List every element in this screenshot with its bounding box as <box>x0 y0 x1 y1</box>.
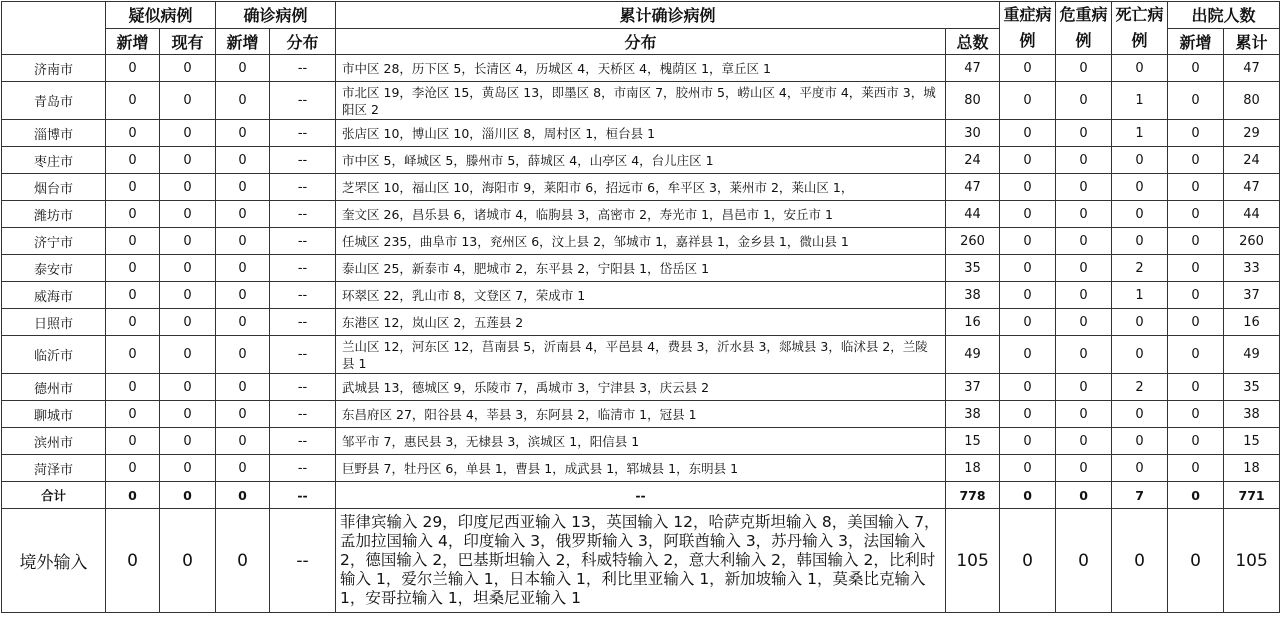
total-cell: 16 <box>946 309 1000 336</box>
confirmed-new-cell: 0 <box>216 174 270 201</box>
header-discharged-accum: 累计 <box>1224 28 1280 55</box>
severe-cell: 0 <box>1000 201 1056 228</box>
discharged-total-cell: 49 <box>1224 336 1280 374</box>
deaths-cell: 1 <box>1112 120 1168 147</box>
deaths-cell: 0 <box>1112 428 1168 455</box>
header-cumulative-distribution: 分布 <box>336 28 946 55</box>
discharged-total-cell: 260 <box>1224 228 1280 255</box>
discharged-total-cell: 18 <box>1224 455 1280 482</box>
table-row <box>2 174 1280 201</box>
table-row <box>2 255 1280 282</box>
confirmed-distribution-cell: -- <box>270 228 336 255</box>
table-row <box>2 201 1280 228</box>
critical-cell: 0 <box>1056 174 1112 201</box>
header-discharged-new: 新增 <box>1168 28 1224 55</box>
severe-cell: 0 <box>1000 228 1056 255</box>
severe-cell: 0 <box>1000 282 1056 309</box>
city-cell: 临沂市 <box>2 336 106 374</box>
discharged-new-cell: 0 <box>1168 482 1224 509</box>
confirmed-new-cell: 0 <box>216 401 270 428</box>
severe-cell: 0 <box>1000 147 1056 174</box>
discharged-new-cell: 0 <box>1168 374 1224 401</box>
confirmed-distribution-cell: -- <box>270 509 336 613</box>
header-severe: 重症病例 <box>1000 2 1056 55</box>
severe-cell: 0 <box>1000 455 1056 482</box>
confirmed-distribution-cell: -- <box>270 309 336 336</box>
confirmed-new-cell: 0 <box>216 201 270 228</box>
distribution-cell: 奎文区 26，昌乐县 6，诸城市 4，临朐县 3，高密市 2，寿光市 1，昌邑市 1，安丘市 1 <box>336 201 946 228</box>
discharged-total-cell: 37 <box>1224 282 1280 309</box>
city-cell: 滨州市 <box>2 428 106 455</box>
table-body <box>2 55 1280 613</box>
confirmed-new-cell: 0 <box>216 120 270 147</box>
suspected-current-cell: 0 <box>160 174 216 201</box>
table-row <box>2 147 1280 174</box>
city-cell: 烟台市 <box>2 174 106 201</box>
critical-cell: 0 <box>1056 147 1112 174</box>
suspected-current-cell: 0 <box>160 509 216 613</box>
header-suspected-new: 新增 <box>106 28 160 55</box>
discharged-total-cell: 15 <box>1224 428 1280 455</box>
deaths-cell: 0 <box>1112 336 1168 374</box>
deaths-cell: 0 <box>1112 174 1168 201</box>
critical-cell: 0 <box>1056 120 1112 147</box>
confirmed-distribution-cell: -- <box>270 55 336 82</box>
confirmed-new-cell: 0 <box>216 55 270 82</box>
critical-cell: 0 <box>1056 401 1112 428</box>
suspected-new-cell: 0 <box>106 336 160 374</box>
distribution-cell: 武城县 13，德城区 9，乐陵市 7，禹城市 3，宁津县 3，庆云县 2 <box>336 374 946 401</box>
confirmed-new-cell: 0 <box>216 309 270 336</box>
severe-cell: 0 <box>1000 401 1056 428</box>
confirmed-distribution-cell: -- <box>270 482 336 509</box>
city-cell: 合计 <box>2 482 106 509</box>
total-cell: 37 <box>946 374 1000 401</box>
table-row <box>2 282 1280 309</box>
suspected-new-cell: 0 <box>106 55 160 82</box>
confirmed-distribution-cell: -- <box>270 455 336 482</box>
discharged-total-cell: 105 <box>1224 509 1280 613</box>
suspected-new-cell: 0 <box>106 228 160 255</box>
total-row <box>2 482 1280 509</box>
confirmed-distribution-cell: -- <box>270 201 336 228</box>
suspected-new-cell: 0 <box>106 428 160 455</box>
overseas-row <box>2 509 1280 613</box>
severe-cell: 0 <box>1000 55 1056 82</box>
suspected-new-cell: 0 <box>106 401 160 428</box>
city-cell: 德州市 <box>2 374 106 401</box>
confirmed-new-cell: 0 <box>216 509 270 613</box>
critical-cell: 0 <box>1056 455 1112 482</box>
table-row <box>2 336 1280 374</box>
deaths-cell: 2 <box>1112 374 1168 401</box>
confirmed-distribution-cell: -- <box>270 147 336 174</box>
confirmed-distribution-cell: -- <box>270 401 336 428</box>
critical-cell: 0 <box>1056 509 1112 613</box>
suspected-current-cell: 0 <box>160 401 216 428</box>
discharged-new-cell: 0 <box>1168 201 1224 228</box>
confirmed-new-cell: 0 <box>216 147 270 174</box>
discharged-total-cell: 44 <box>1224 201 1280 228</box>
discharged-new-cell: 0 <box>1168 309 1224 336</box>
discharged-new-cell: 0 <box>1168 282 1224 309</box>
distribution-cell: 市北区 19，李沧区 15，黄岛区 13，即墨区 8，市南区 7，胶州市 5，崂山区 4，平度市 4，莱西市 3，城阳区 2 <box>336 82 946 120</box>
deaths-cell: 0 <box>1112 147 1168 174</box>
discharged-total-cell: 47 <box>1224 55 1280 82</box>
suspected-current-cell: 0 <box>160 255 216 282</box>
critical-cell: 0 <box>1056 228 1112 255</box>
discharged-new-cell: 0 <box>1168 455 1224 482</box>
suspected-new-cell: 0 <box>106 147 160 174</box>
discharged-new-cell: 0 <box>1168 174 1224 201</box>
severe-cell: 0 <box>1000 120 1056 147</box>
critical-cell: 0 <box>1056 428 1112 455</box>
city-cell: 青岛市 <box>2 82 106 120</box>
discharged-new-cell: 0 <box>1168 82 1224 120</box>
header-suspected-current: 现有 <box>160 28 216 55</box>
total-cell: 30 <box>946 120 1000 147</box>
city-cell: 枣庄市 <box>2 147 106 174</box>
deaths-cell: 0 <box>1112 401 1168 428</box>
table-header <box>2 2 1280 55</box>
distribution-cell: 市中区 28，历下区 5，长清区 4，历城区 4，天桥区 4，槐荫区 1，章丘区 1 <box>336 55 946 82</box>
discharged-total-cell: 24 <box>1224 147 1280 174</box>
confirmed-distribution-cell: -- <box>270 336 336 374</box>
total-cell: 105 <box>946 509 1000 613</box>
city-cell: 日照市 <box>2 309 106 336</box>
total-cell: 24 <box>946 147 1000 174</box>
table-row <box>2 374 1280 401</box>
suspected-current-cell: 0 <box>160 147 216 174</box>
table-row <box>2 401 1280 428</box>
severe-cell: 0 <box>1000 509 1056 613</box>
city-cell: 济南市 <box>2 55 106 82</box>
discharged-total-cell: 80 <box>1224 82 1280 120</box>
suspected-current-cell: 0 <box>160 336 216 374</box>
critical-cell: 0 <box>1056 282 1112 309</box>
header-suspected: 疑似病例 <box>106 2 216 29</box>
deaths-cell: 0 <box>1112 228 1168 255</box>
distribution-cell: 邹平市 7，惠民县 3，无棣县 3，滨城区 1，阳信县 1 <box>336 428 946 455</box>
distribution-cell: 东昌府区 27，阳谷县 4，莘县 3，东阿县 2，临清市 1，冠县 1 <box>336 401 946 428</box>
suspected-new-cell: 0 <box>106 374 160 401</box>
total-cell: 49 <box>946 336 1000 374</box>
suspected-current-cell: 0 <box>160 120 216 147</box>
header-critical: 危重病例 <box>1056 2 1112 55</box>
deaths-cell: 0 <box>1112 455 1168 482</box>
header-confirmed: 确诊病例 <box>216 2 336 29</box>
discharged-new-cell: 0 <box>1168 401 1224 428</box>
table-row <box>2 455 1280 482</box>
discharged-total-cell: 16 <box>1224 309 1280 336</box>
total-cell: 260 <box>946 228 1000 255</box>
discharged-new-cell: 0 <box>1168 428 1224 455</box>
discharged-total-cell: 47 <box>1224 174 1280 201</box>
discharged-new-cell: 0 <box>1168 509 1224 613</box>
distribution-cell: 菲律宾输入 29，印度尼西亚输入 13，英国输入 12，哈萨克斯坦输入 8，美国输入 7，孟加拉国输入 4，印度输入 3，俄罗斯输入 3，阿联酋输入 3，苏丹输入 3，法国输入 2，德国输入 2，巴基斯坦输入 2，科威特输入 2，意大利输入 2，韩国输入 2，比利时输入 1，爱尔兰输入 1，日本输入 1，利比里亚输入 1，新加坡输入 1，莫桑比克输入 1，安哥拉输入 1，坦桑尼亚输入 1 <box>336 509 946 613</box>
city-cell: 潍坊市 <box>2 201 106 228</box>
suspected-current-cell: 0 <box>160 309 216 336</box>
discharged-total-cell: 35 <box>1224 374 1280 401</box>
deaths-cell: 0 <box>1112 201 1168 228</box>
table-row <box>2 55 1280 82</box>
total-cell: 80 <box>946 82 1000 120</box>
distribution-cell: 泰山区 25，新泰市 4，肥城市 2，东平县 2，宁阳县 1，岱岳区 1 <box>336 255 946 282</box>
distribution-cell: 兰山区 12，河东区 12，莒南县 5，沂南县 4，平邑县 4，费县 3，沂水县 3，郯城县 3，临沭县 2，兰陵县 1 <box>336 336 946 374</box>
header-confirmed-new: 新增 <box>216 28 270 55</box>
suspected-new-cell: 0 <box>106 282 160 309</box>
discharged-new-cell: 0 <box>1168 255 1224 282</box>
total-cell: 778 <box>946 482 1000 509</box>
deaths-cell: 7 <box>1112 482 1168 509</box>
distribution-cell: 环翠区 22，乳山市 8，文登区 7，荣成市 1 <box>336 282 946 309</box>
confirmed-distribution-cell: -- <box>270 82 336 120</box>
deaths-cell: 0 <box>1112 55 1168 82</box>
distribution-cell: 芝罘区 10，福山区 10，海阳市 9，莱阳市 6，招远市 6，牟平区 3，莱州市 2，莱山区 1， <box>336 174 946 201</box>
header-cumulative-total: 总数 <box>946 28 1000 55</box>
confirmed-distribution-cell: -- <box>270 282 336 309</box>
suspected-current-cell: 0 <box>160 482 216 509</box>
confirmed-new-cell: 0 <box>216 82 270 120</box>
total-cell: 47 <box>946 174 1000 201</box>
deaths-cell: 0 <box>1112 309 1168 336</box>
city-cell: 泰安市 <box>2 255 106 282</box>
total-cell: 38 <box>946 282 1000 309</box>
distribution-cell: 任城区 235，曲阜市 13，兖州区 6，汶上县 2，邹城市 1，嘉祥县 1，金乡县 1，微山县 1 <box>336 228 946 255</box>
severe-cell: 0 <box>1000 336 1056 374</box>
suspected-current-cell: 0 <box>160 82 216 120</box>
severe-cell: 0 <box>1000 482 1056 509</box>
deaths-cell: 2 <box>1112 255 1168 282</box>
header-city-blank <box>2 2 106 55</box>
critical-cell: 0 <box>1056 55 1112 82</box>
header-deaths: 死亡病例 <box>1112 2 1168 55</box>
distribution-cell: 市中区 5，峄城区 5，滕州市 5，薛城区 4，山亭区 4，台儿庄区 1 <box>336 147 946 174</box>
discharged-new-cell: 0 <box>1168 336 1224 374</box>
critical-cell: 0 <box>1056 201 1112 228</box>
city-cell: 淄博市 <box>2 120 106 147</box>
table-row <box>2 228 1280 255</box>
suspected-new-cell: 0 <box>106 455 160 482</box>
discharged-new-cell: 0 <box>1168 120 1224 147</box>
critical-cell: 0 <box>1056 82 1112 120</box>
city-cell: 菏泽市 <box>2 455 106 482</box>
confirmed-new-cell: 0 <box>216 282 270 309</box>
suspected-new-cell: 0 <box>106 174 160 201</box>
suspected-current-cell: 0 <box>160 374 216 401</box>
suspected-new-cell: 0 <box>106 82 160 120</box>
discharged-total-cell: 771 <box>1224 482 1280 509</box>
total-cell: 38 <box>946 401 1000 428</box>
severe-cell: 0 <box>1000 428 1056 455</box>
deaths-cell: 1 <box>1112 282 1168 309</box>
covid-statistics-table <box>1 1 1280 613</box>
severe-cell: 0 <box>1000 82 1056 120</box>
confirmed-new-cell: 0 <box>216 428 270 455</box>
table-row <box>2 120 1280 147</box>
header-cumulative: 累计确诊病例 <box>336 2 1000 29</box>
distribution-cell: 巨野县 7，牡丹区 6，单县 1，曹县 1，成武县 1，郓城县 1，东明县 1 <box>336 455 946 482</box>
suspected-new-cell: 0 <box>106 309 160 336</box>
city-cell: 济宁市 <box>2 228 106 255</box>
critical-cell: 0 <box>1056 374 1112 401</box>
severe-cell: 0 <box>1000 174 1056 201</box>
critical-cell: 0 <box>1056 482 1112 509</box>
suspected-current-cell: 0 <box>160 428 216 455</box>
distribution-cell: 张店区 10，博山区 10，淄川区 8，周村区 1，桓台县 1 <box>336 120 946 147</box>
header-discharged: 出院人数 <box>1168 2 1280 29</box>
suspected-current-cell: 0 <box>160 282 216 309</box>
suspected-new-cell: 0 <box>106 482 160 509</box>
discharged-new-cell: 0 <box>1168 55 1224 82</box>
suspected-new-cell: 0 <box>106 509 160 613</box>
city-cell: 聊城市 <box>2 401 106 428</box>
distribution-cell: -- <box>336 482 946 509</box>
discharged-new-cell: 0 <box>1168 228 1224 255</box>
suspected-new-cell: 0 <box>106 201 160 228</box>
critical-cell: 0 <box>1056 309 1112 336</box>
confirmed-distribution-cell: -- <box>270 255 336 282</box>
critical-cell: 0 <box>1056 255 1112 282</box>
confirmed-distribution-cell: -- <box>270 374 336 401</box>
suspected-new-cell: 0 <box>106 120 160 147</box>
confirmed-distribution-cell: -- <box>270 120 336 147</box>
critical-cell: 0 <box>1056 336 1112 374</box>
city-cell: 威海市 <box>2 282 106 309</box>
suspected-current-cell: 0 <box>160 228 216 255</box>
distribution-cell: 东港区 12，岚山区 2，五莲县 2 <box>336 309 946 336</box>
confirmed-new-cell: 0 <box>216 455 270 482</box>
suspected-new-cell: 0 <box>106 255 160 282</box>
total-cell: 44 <box>946 201 1000 228</box>
deaths-cell: 0 <box>1112 509 1168 613</box>
table-row <box>2 428 1280 455</box>
confirmed-distribution-cell: -- <box>270 428 336 455</box>
discharged-total-cell: 33 <box>1224 255 1280 282</box>
confirmed-new-cell: 0 <box>216 374 270 401</box>
table-row <box>2 82 1280 120</box>
table-row <box>2 309 1280 336</box>
city-cell: 境外输入 <box>2 509 106 613</box>
confirmed-new-cell: 0 <box>216 482 270 509</box>
header-confirmed-distribution: 分布 <box>270 28 336 55</box>
discharged-total-cell: 38 <box>1224 401 1280 428</box>
severe-cell: 0 <box>1000 255 1056 282</box>
total-cell: 18 <box>946 455 1000 482</box>
confirmed-distribution-cell: -- <box>270 174 336 201</box>
suspected-current-cell: 0 <box>160 455 216 482</box>
deaths-cell: 1 <box>1112 82 1168 120</box>
suspected-current-cell: 0 <box>160 201 216 228</box>
confirmed-new-cell: 0 <box>216 255 270 282</box>
discharged-new-cell: 0 <box>1168 147 1224 174</box>
discharged-total-cell: 29 <box>1224 120 1280 147</box>
confirmed-new-cell: 0 <box>216 228 270 255</box>
suspected-current-cell: 0 <box>160 55 216 82</box>
severe-cell: 0 <box>1000 374 1056 401</box>
total-cell: 47 <box>946 55 1000 82</box>
confirmed-new-cell: 0 <box>216 336 270 374</box>
severe-cell: 0 <box>1000 309 1056 336</box>
total-cell: 15 <box>946 428 1000 455</box>
total-cell: 35 <box>946 255 1000 282</box>
